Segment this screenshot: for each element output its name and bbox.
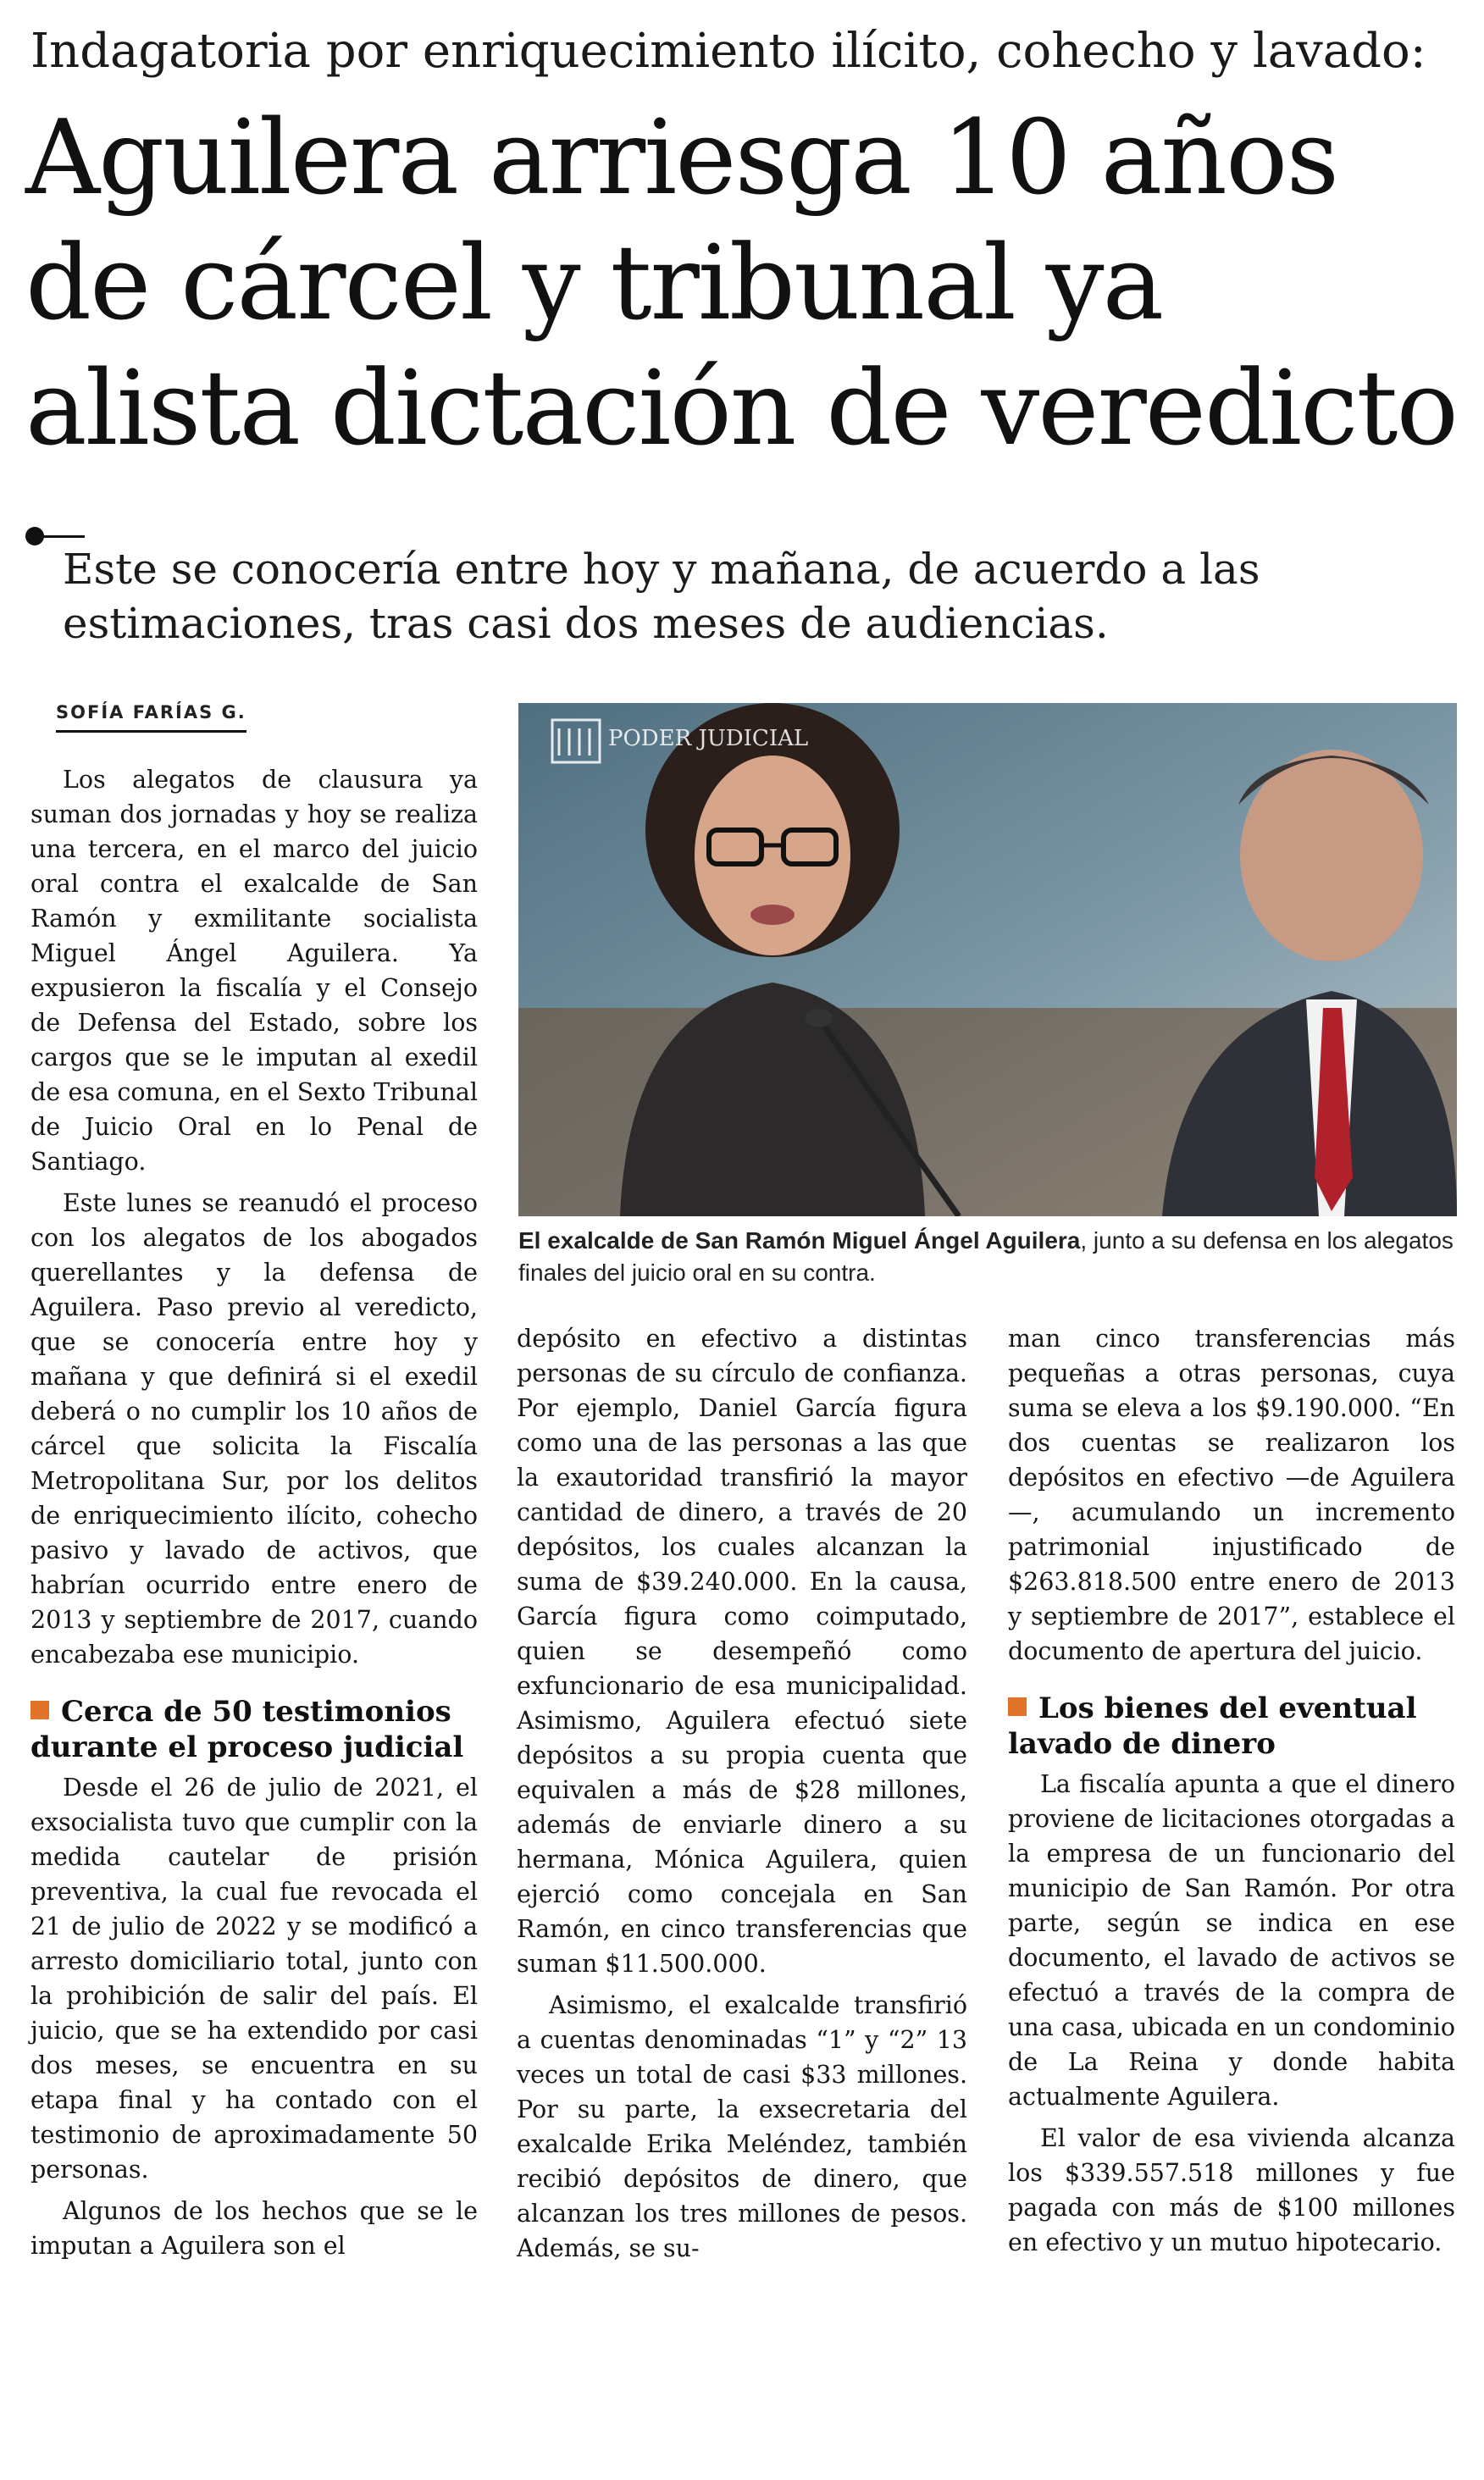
headline xyxy=(25,95,1465,471)
photo-illustration xyxy=(518,703,1457,1216)
byline: SOFÍA FARÍAS G. xyxy=(56,700,246,733)
headline-line: de cárcel y tribunal ya xyxy=(25,223,1163,343)
paragraph: Este lunes se reanudó el proceso con los alegatos de los abogados querellantes y la defensa de Aguilera. Paso previo al veredicto, que se conocería entre hoy y mañana y que definirá si el exedil deberá o no cumplir los 10 años de cárcel que solicita la Fiscalía Metropolitana Sur, por los delitos de enriquecimiento ilícito, cohecho pasivo y lavado de activos, que habrían ocurrido entre enero de 2013 y septiembre de 2017, cuando encabezaba ese municipio. xyxy=(30,1189,478,1669)
deck-rule xyxy=(34,535,85,538)
subhead xyxy=(1008,1691,1455,1762)
paragraph: man cinco transferencias más pequeñas a otras personas, cuya suma se eleva a los $9.190.000. “En dos cuentas se realizaron los depósitos en efectivo —de Aguilera—, acumulando un incremento patrimonial injustificado de $263.818.500 entre enero de 2013 y septiembre de 2017”, establece el documento de apertura del juicio. xyxy=(1008,1325,1455,1665)
paragraph: Desde el 26 de julio de 2021, el exsocialista tuvo que cumplir con la medida cautelar de prisión preventiva, la cual fue revocada el 21 de julio de 2022 y se modificó a arresto domiciliario total, junto con la prohibición de salir del país. El juicio, que se ha extendido por casi dos meses, se encuentra en su etapa final y ha contado con el testimonio de aproximadamente 50 personas. xyxy=(30,1774,478,2184)
square-bullet-icon xyxy=(1008,1697,1027,1716)
paragraph: depósito en efectivo a distintas personas de su círculo de confianza. Por ejemplo, Daniel García figura como una de las personas a las que la exautoridad transfirió la mayor cantidad de dinero, a través de 20 depósitos, los cuales alcanzan la suma de $39.240.000. En la causa, García figura como coimputado, quien se desempeñó como exfuncionario de esa municipalidad. Asimismo, Aguilera efectuó siete depósitos a su propia cuenta que equivalen a más de $28 millones, además de enviarle dinero a su hermana, Mónica Aguilera, quien ejerció como concejala en San Ramón, en cinco transferencias que suman $11.500.000. xyxy=(517,1325,967,1978)
paragraph: Algunos de los hechos que se le imputan a Aguilera son el xyxy=(30,2197,478,2260)
article-photo xyxy=(518,703,1457,1216)
paragraph: Los alegatos de clausura ya suman dos jornadas y hoy se realiza una tercera, en el marco del juicio oral contra el exalcalde de San Ramón y exmilitante socialista Miguel Ángel Aguilera. Ya expusieron la fiscalía y el Consejo de Defensa del Estado, sobre los cargos que se le imputan al exedil de esa comuna, en el Sexto Tribunal de Juicio Oral en lo Penal de Santiago. xyxy=(30,766,478,1176)
logo-text: PODER JUDICIAL xyxy=(608,726,809,751)
square-bullet-icon xyxy=(30,1701,49,1719)
column-2 xyxy=(517,1321,967,2272)
deck: Este se conocería entre hoy y mañana, de acuerdo a las estimaciones, tras casi dos meses de audiencias. xyxy=(63,545,1260,648)
paragraph: El valor de esa vivienda alcanza los $339.557.518 millones y fue pagada con más de $100 millones en efectivo y un mutuo hipotecario. xyxy=(1008,2124,1455,2256)
caption-bold: El exalcalde de San Ramón Miguel Ángel Aguilera xyxy=(518,1227,1081,1254)
caption-rest: , junto a su defensa en los alegatos finales del juicio oral en su contra. xyxy=(518,1227,1454,1286)
column-1 xyxy=(30,762,478,2270)
subhead-text: Los bienes del eventual lavado de dinero xyxy=(1008,1691,1417,1761)
headline-line: Aguilera arriesga 10 años xyxy=(25,97,1338,218)
subhead xyxy=(30,1694,478,1765)
kicker: Indagatoria por enriquecimiento ilícito, cohecho y lavado: xyxy=(30,24,1426,79)
subhead-text: Cerca de 50 testimonios durante el proceso judicial xyxy=(30,1695,464,1764)
headline-line: alista dictación de veredicto xyxy=(25,348,1457,468)
paragraph: La fiscalía apunta a que el dinero proviene de licitaciones otorgadas a la empresa de un funcionario del municipio de San Ramón. Por otra parte, según se indica en ese documento, el lavado de activos se efectuó a través de la compra de una casa, ubicada en un condominio de La Reina y donde habita actualmente Aguilera. xyxy=(1008,1770,1455,2111)
paragraph: Asimismo, el exalcalde transfirió a cuentas denominadas “1” y “2” 13 veces un total de casi $33 millones. Por su parte, la exsecretaria del exalcalde Erika Meléndez, también recibió depósitos de dinero, que alcanzan los tres millones de pesos. Además, se su- xyxy=(517,1991,967,2262)
column-3 xyxy=(1008,1321,1455,2267)
photo-caption xyxy=(518,1225,1457,1289)
